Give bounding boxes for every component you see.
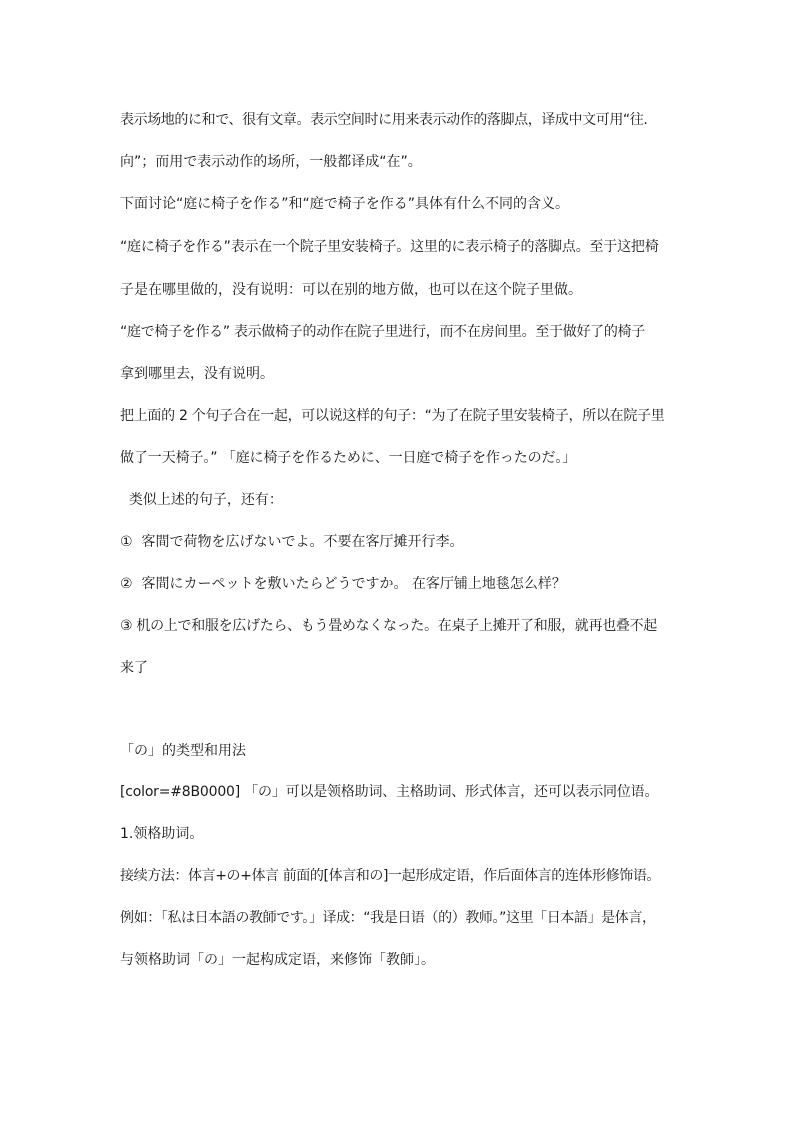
text-line: ② 客間にカーペットを敷いたらどうですか。 在客厅铺上地毯怎么样？ xyxy=(120,576,566,592)
text-line: 做了一天椅子。” 「庭に椅子を作るために、一日庭で椅子を作ったのだ。」 xyxy=(120,450,577,466)
text-line: 类似上述的句子，还有： xyxy=(120,492,283,508)
text-line: “庭に椅子を作る”表示在一个院子里安装椅子。这里的に表示椅子的落脚点。至于这把椅 xyxy=(120,239,659,255)
text-line: 拿到哪里去，没有说明。 xyxy=(120,366,274,382)
section-heading: 「の」的类型和用法 xyxy=(120,743,246,759)
text-line: ① 客間で荷物を広げないでよ。不要在客厅摊开行李。 xyxy=(120,534,464,550)
text-line: 与领格助词「の」一起构成定语，来修饰「教師」。 xyxy=(120,952,435,968)
text-line: 来了 xyxy=(120,660,148,676)
text-line: 子是在哪里做的，没有说明：可以在别的地方做，也可以在这个院子里做。 xyxy=(120,282,582,298)
text-line: [color=#8B0000] 「の」可以是领格助词、主格助词、形式体言，还可以表示同位语。 xyxy=(120,784,659,800)
text-line: 把上面的 2 个句子合在一起，可以说这样的句子：“为了在院子里安装椅子，所以在院子里 xyxy=(120,408,665,424)
text-line: 向”；而用で表示动作的场所，一般都译成“在”。 xyxy=(120,154,422,170)
text-line: 表示场地的に和で、很有文章。表示空间时に用来表示动作的落脚点，译成中文可用“往. xyxy=(120,112,648,128)
text-line: 例如：「私は日本語の教師です。」译成：“我是日语（的）教师。”这里「日本語」是体言， xyxy=(120,910,656,926)
text-line: ③ 机の上で和服を広げたら、もう畳めなくなった。在桌子上摊开了和服，就再也叠不起 xyxy=(120,618,657,634)
text-line: “庭で椅子を作る” 表示做椅子的动作在院子里进行，而不在房间里。至于做好了的椅子 xyxy=(120,324,645,340)
text-line: 下面讨论“庭に椅子を作る”和“庭で椅子を作る”具体有什么不同的含义。 xyxy=(120,196,570,212)
text-line: 接续方法：体言+の+体言 前面的[体言和の]一起形成定语，作后面体言的连体形修饰语。 xyxy=(120,868,661,884)
text-line: 1.领格助词。 xyxy=(120,826,204,842)
